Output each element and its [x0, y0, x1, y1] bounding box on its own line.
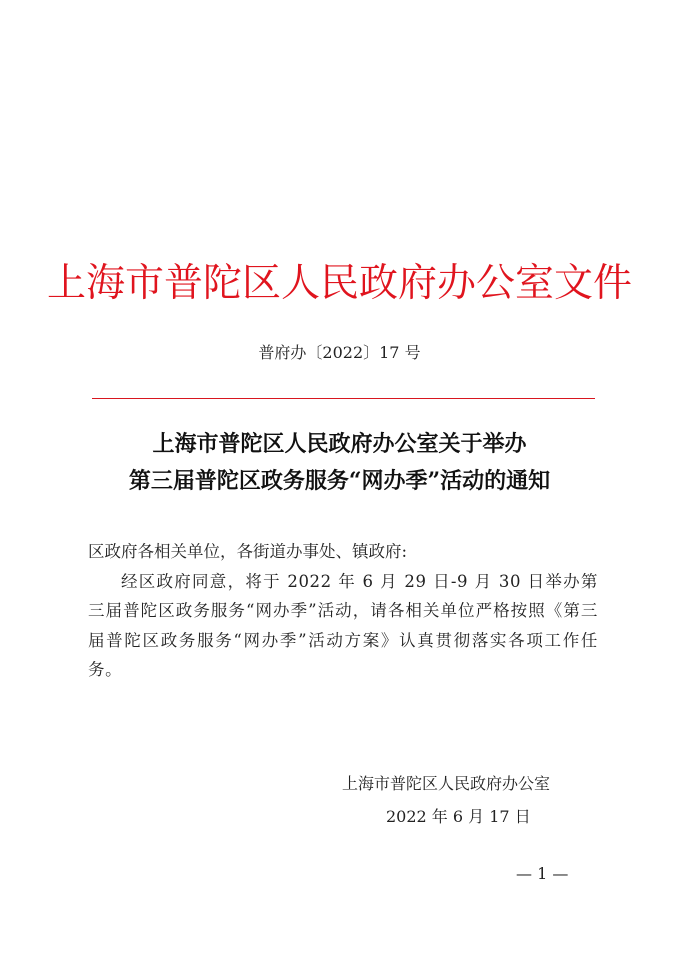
document-header-title: 上海市普陀区人民政府办公室文件: [46, 261, 632, 306]
body-paragraph: 经区政府同意，将于 2022 年 6 月 29 日-9 月 30 日举办第三届普陀区政务服务“网办季”活动，请各相关单位严格按照《第三届普陀区政务服务“网办季”活动方案》认真贯彻落实各项工作任务。: [88, 571, 598, 679]
notice-title: [0, 426, 679, 500]
notice-title-line-1: 上海市普陀区人民政府办公室关于举办: [152, 431, 527, 457]
notice-body: [88, 537, 598, 685]
document-number: 普府办〔2022〕17 号: [258, 343, 421, 362]
salutation: 区政府各相关单位，各街道办事处、镇政府:: [88, 542, 408, 561]
page-number: — 1 —: [516, 864, 569, 883]
signature-organization: 上海市普陀区人民政府办公室: [342, 774, 551, 793]
notice-title-line-2: 第三届普陀区政务服务“网办季”活动的通知: [128, 468, 551, 494]
signature-date: 2022 年 6 月 17 日: [386, 807, 531, 826]
red-divider-line: [92, 398, 595, 399]
